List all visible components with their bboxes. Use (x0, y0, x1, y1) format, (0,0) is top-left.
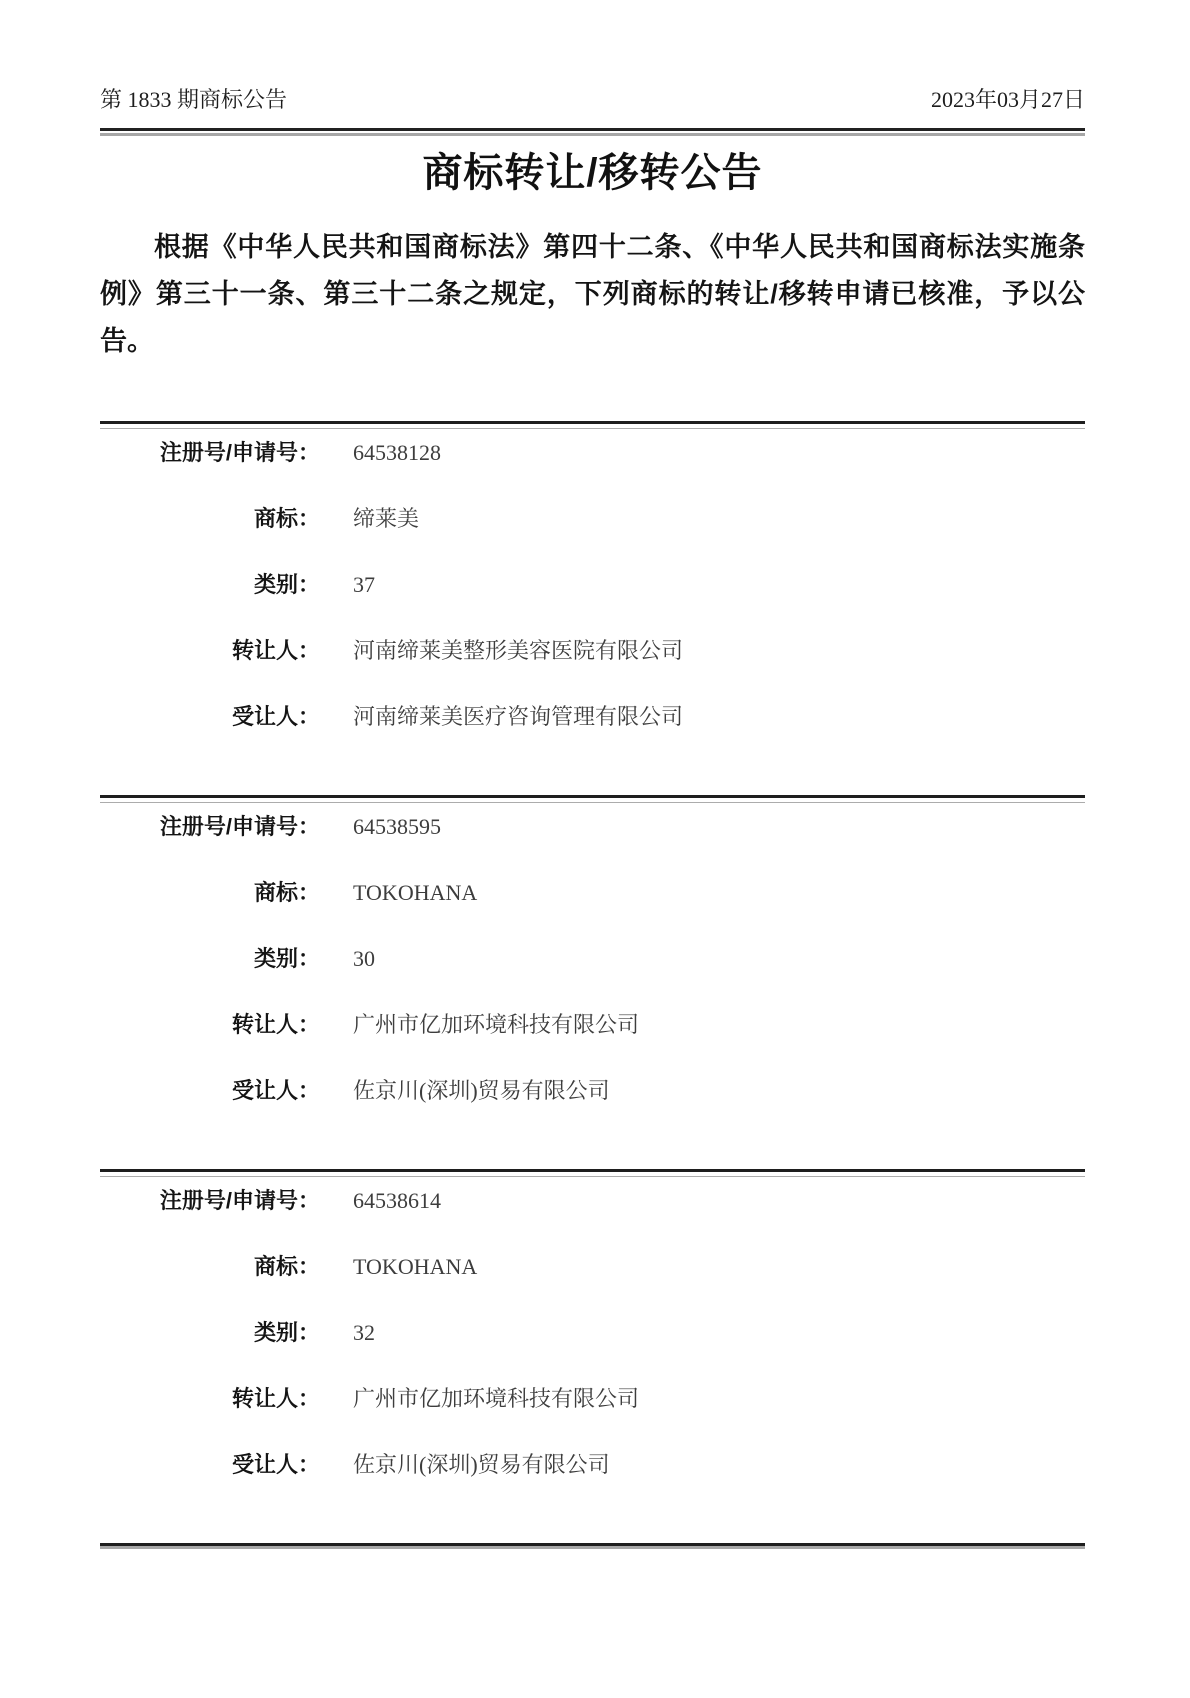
assignor-value: 广州市亿加环境科技有限公司 (353, 1386, 640, 1411)
assignee-value: 河南缔莱美医疗咨询管理有限公司 (353, 704, 684, 729)
reg-no-label: 注册号/申请号： (159, 814, 320, 839)
trademark-value: TOKOHANA (353, 880, 478, 905)
field-row-trademark (100, 1252, 1085, 1282)
field-row-assignor (100, 636, 1085, 666)
reg-no-value: 64538595 (353, 814, 441, 839)
field-row-class (100, 944, 1085, 974)
assignor-label: 转让人： (231, 1386, 320, 1411)
class-label: 类别： (253, 572, 320, 597)
assignor-label: 转让人： (231, 1012, 320, 1037)
date-label: 2023年03月27日 (930, 87, 1085, 112)
trademark-label: 商标： (253, 880, 320, 905)
field-row-trademark (100, 878, 1085, 908)
document-header (100, 85, 1085, 115)
trademark-label: 商标： (253, 506, 320, 531)
intro-paragraph: 根据《中华人民共和国商标法》第四十二条、《中华人民共和国商标法实施条例》第三十一条、第三十二条之规定，下列商标的转让/移转申请已核准，予以公告。 (100, 232, 1085, 356)
assignee-label: 受让人： (231, 1452, 320, 1477)
records-list (100, 421, 1085, 1546)
assignor-value: 河南缔莱美整形美容医院有限公司 (353, 638, 684, 663)
class-value: 32 (353, 1320, 375, 1345)
field-row-class (100, 570, 1085, 600)
page-content (100, 85, 1085, 1546)
assignee-value: 佐京川(深圳)贸易有限公司 (353, 1078, 610, 1103)
closing-divider (100, 1543, 1085, 1546)
field-row-reg-no (100, 438, 1085, 468)
reg-no-label: 注册号/申请号： (159, 1188, 320, 1213)
assignee-label: 受让人： (231, 1078, 320, 1103)
field-row-assignee (100, 1076, 1085, 1106)
field-row-reg-no (100, 812, 1085, 842)
class-label: 类别： (253, 1320, 320, 1345)
trademark-value: 缔莱美 (353, 506, 420, 531)
assignee-label: 受让人： (231, 704, 320, 729)
assignor-value: 广州市亿加环境科技有限公司 (353, 1012, 640, 1037)
class-label: 类别： (253, 946, 320, 971)
trademark-value: TOKOHANA (353, 1254, 478, 1279)
trademark-record (100, 421, 1085, 795)
header-divider (100, 128, 1085, 133)
trademark-record (100, 1169, 1085, 1543)
reg-no-value: 64538614 (353, 1188, 441, 1213)
issue-label: 第 1833 期商标公告 (100, 87, 288, 112)
field-row-assignor (100, 1384, 1085, 1414)
reg-no-value: 64538128 (353, 440, 441, 465)
assignor-label: 转让人： (231, 638, 320, 663)
field-row-reg-no (100, 1186, 1085, 1216)
assignee-value: 佐京川(深圳)贸易有限公司 (353, 1452, 610, 1477)
trademark-record (100, 795, 1085, 1169)
field-row-trademark (100, 504, 1085, 534)
page-title: 商标转让/移转公告 (422, 151, 763, 195)
class-value: 37 (353, 572, 375, 597)
field-row-assignee (100, 1450, 1085, 1480)
field-row-assignee (100, 702, 1085, 732)
class-value: 30 (353, 946, 375, 971)
field-row-assignor (100, 1010, 1085, 1040)
trademark-label: 商标： (253, 1254, 320, 1279)
field-row-class (100, 1318, 1085, 1348)
reg-no-label: 注册号/申请号： (159, 440, 320, 465)
